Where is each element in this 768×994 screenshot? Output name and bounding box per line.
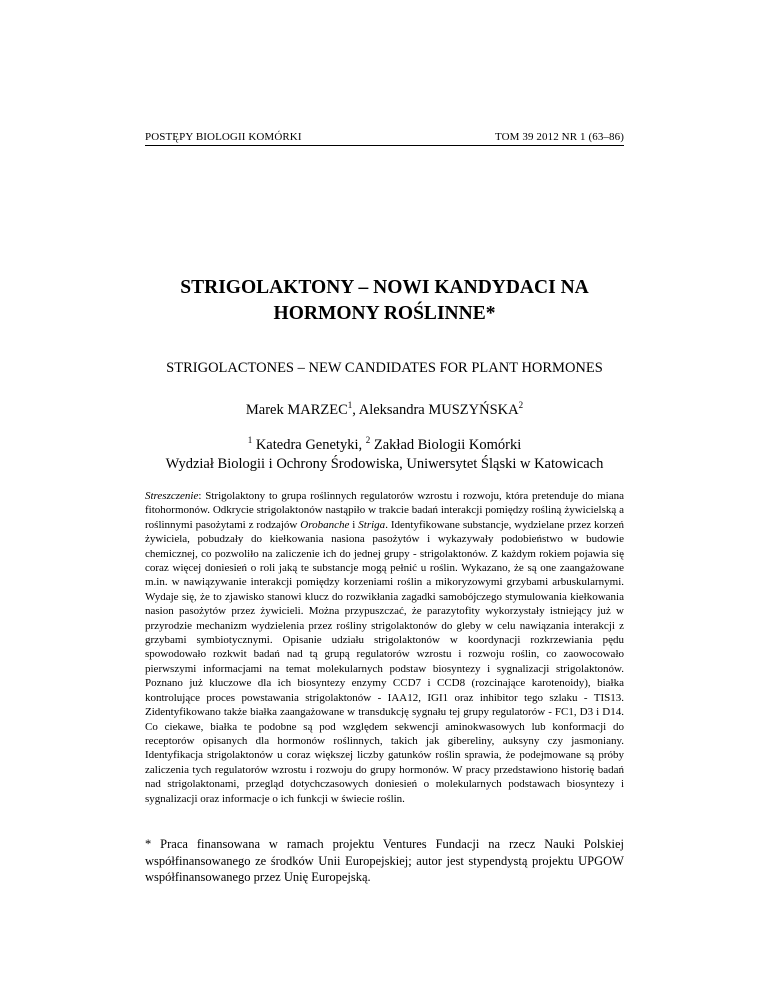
author-2: Aleksandra MUSZYŃSKA xyxy=(358,402,519,418)
author-separator: , xyxy=(352,402,359,418)
abstract xyxy=(145,489,624,806)
genus-striga: Striga xyxy=(358,518,386,531)
author-1: Marek MARZEC xyxy=(245,402,348,418)
departments xyxy=(145,436,624,455)
english-title: STRIGOLACTONES – NEW CANDIDATES FOR PLANT HORMONES xyxy=(166,360,603,376)
issue-info: TOM 39 2012 NR 1 (63–86) xyxy=(494,131,624,143)
title-line-2: HORMONY ROŚLINNE* xyxy=(273,303,496,324)
funding-footnote: * Praca finansowana w ramach projektu Ventures Fundacji na rzecz Nauki Polskiej współfinansowanego ze środków Unii Europejskiej; autor jest stypendystą projektu UPGOW współfinansowanego przez Unię Europejską. xyxy=(145,837,624,884)
affiliations xyxy=(145,436,624,474)
author-2-affil-mark: 2 xyxy=(518,400,524,411)
department-1: Katedra Genetyki, xyxy=(252,437,366,453)
department-2: Zakład Biologii Komórki xyxy=(370,437,522,453)
abstract-label: Streszczenie xyxy=(145,490,199,502)
journal-name: POSTĘPY BIOLOGII KOMÓRKI xyxy=(145,131,302,143)
faculty: Wydział Biologii i Ochrony Środowiska, Uniwersytet Śląski w Katowicach xyxy=(165,456,604,472)
title-line-1: STRIGOLAKTONY – NOWI KANDYDACI NA xyxy=(180,277,589,298)
genus-orobanche: Orobanche xyxy=(300,518,350,531)
affil-mark-1: 1 xyxy=(247,435,253,446)
article-title xyxy=(145,275,624,327)
author-list xyxy=(145,402,624,419)
abstract-text-2: . Identyfikowane substancje, wydzielane przez korzeń żywiciela, pobudzały do kiełkowania nasiona pasożytów i wykazywały podobieństwo w budowie chemicznej, co pozwoliło na zaliczenie ich do jednej grupy - strigolaktonów. Z każdym rokiem pojawia się coraz więcej doniesień o roli jaką te substancje mogą pełnić u roślin. Wykazano, że są one zaangażowane m.in. w nawiązywanie interakcji pomiędzy korzeniami roślin a mikoryzowymi grzybami arbuskularnymi. Wydaje się, że to zjawisko stanowi klucz do rozwikłania zagadki samobójczego stymulowania kiełkowania nasion pasożytów przez żywicieli. Można przypuszczać, że parazytofity wykorzystały istniejący już w przyrodzie mechanizm wydzielenia przez rośliny strigolaktonów do gleby w celu nawiązania interakcji z grzybami symbiotycznymi. Opisanie udziału strigolaktonów w koordynacji rozkrzewiania pędu spowodowało rozkwit badań nad tą grupą regulatorów wzrostu i rozwoju roślin, co zaowocowało pierwszymi informacjami na temat molekularnych podstaw biosyntezy i sygnalizacji strigolaktonów. Poznano już kluczowe dla ich biosyntezy enzymy CCD7 i CCD8 (rozcinające karotenoidy), białka kontrolujące proces powstawania strigolaktonów - IAA12, IGI1 oraz inhibitor tego szlaku - TIS13. Zidentyfikowano także białka zaangażowane w transdukcję sygnału tej grupy regulatorów - FC1, D3 i D14. Co ciekawe, białka te podobne są pod względem sekwencji aminokwasowych lub konformacji do receptorów opisanych dla hormonów roślinnych, takich jak gibereliny, auksyny czy jasmoniany. Identyfikacja strigolaktonów u coraz większej liczby gatunków roślin sprawia, że podejmowane są próby zaliczenia tych regulatorów wzrostu i rozwoju do grupy hormonów. W pracy przedstawiono historię badań nad strigolaktonami, przegląd dotychczasowych doniesień o molekularnych podstawach biosyntezy i sygnalizacji oraz informacje o ich funkcji w świecie roślin. xyxy=(145,518,624,805)
abstract-text-1: : Strigolaktony to grupa roślinnych regulatorów wzrostu i rozwoju, która pretenduje do miana fitohormonów. Odkrycie strigolaktonów nastąpiło w trakcie badań interakcji pomiędzy rośliną żywicielską a roślinnymi pasożytami z rodzajów xyxy=(145,490,624,531)
affil-mark-2: 2 xyxy=(365,435,371,446)
abstract-conjunction: i xyxy=(349,518,359,531)
author-1-affil-mark: 1 xyxy=(347,400,353,411)
running-header xyxy=(145,131,624,146)
